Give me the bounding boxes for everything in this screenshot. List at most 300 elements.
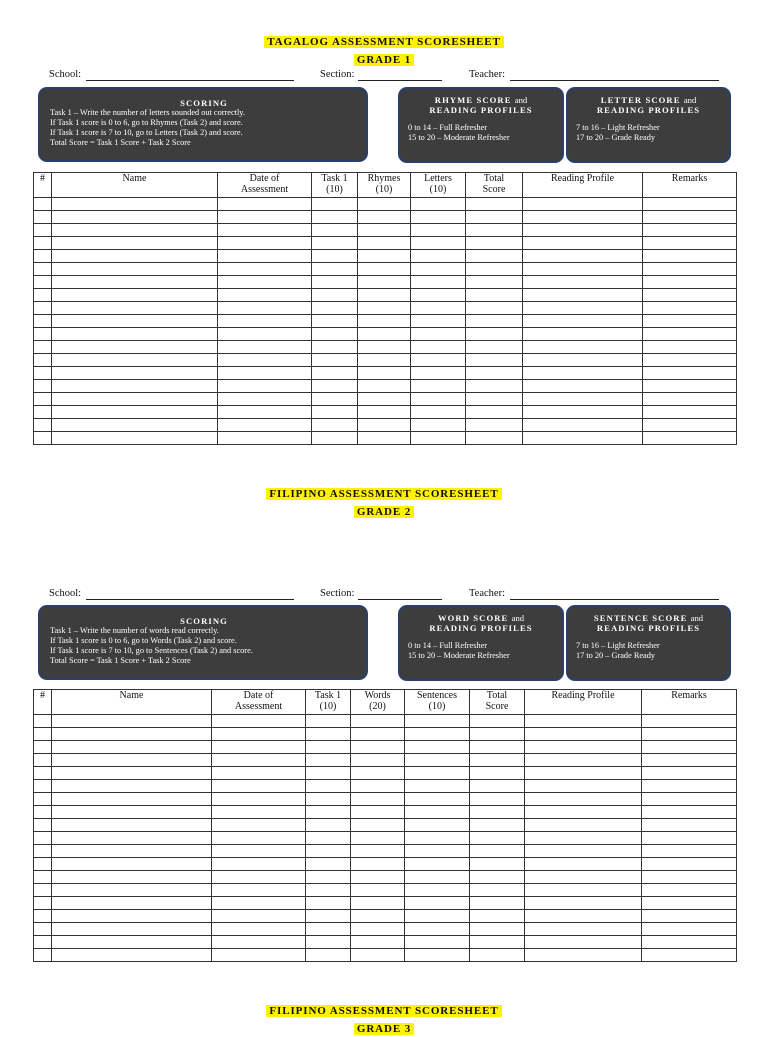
table-cell[interactable] bbox=[212, 858, 306, 871]
table-cell[interactable] bbox=[34, 767, 52, 780]
table-cell[interactable] bbox=[34, 393, 52, 406]
table-cell[interactable] bbox=[212, 819, 306, 832]
table-cell[interactable] bbox=[523, 419, 643, 432]
table-cell[interactable] bbox=[358, 276, 411, 289]
table-cell[interactable] bbox=[34, 367, 52, 380]
table-cell[interactable] bbox=[411, 276, 466, 289]
table-cell[interactable] bbox=[306, 858, 351, 871]
table-cell[interactable] bbox=[52, 715, 212, 728]
table-cell[interactable] bbox=[52, 380, 218, 393]
table-cell[interactable] bbox=[34, 315, 52, 328]
table-cell[interactable] bbox=[466, 224, 523, 237]
table-cell[interactable] bbox=[52, 754, 212, 767]
table-cell[interactable] bbox=[405, 793, 470, 806]
table-cell[interactable] bbox=[411, 237, 466, 250]
table-cell[interactable] bbox=[358, 250, 411, 263]
table-cell[interactable] bbox=[466, 198, 523, 211]
table-cell[interactable] bbox=[525, 741, 642, 754]
table-cell[interactable] bbox=[52, 432, 218, 445]
table-cell[interactable] bbox=[405, 897, 470, 910]
table-cell[interactable] bbox=[523, 315, 643, 328]
table-cell[interactable] bbox=[312, 198, 358, 211]
table-cell[interactable] bbox=[34, 858, 52, 871]
table-cell[interactable] bbox=[212, 832, 306, 845]
table-cell[interactable] bbox=[525, 754, 642, 767]
table-cell[interactable] bbox=[34, 884, 52, 897]
table-cell[interactable] bbox=[523, 367, 643, 380]
table-cell[interactable] bbox=[34, 923, 52, 936]
table-cell[interactable] bbox=[405, 845, 470, 858]
table-cell[interactable] bbox=[218, 276, 312, 289]
table-cell[interactable] bbox=[466, 393, 523, 406]
table-cell[interactable] bbox=[52, 302, 218, 315]
table-cell[interactable] bbox=[466, 250, 523, 263]
table-cell[interactable] bbox=[642, 832, 737, 845]
table-cell[interactable] bbox=[466, 302, 523, 315]
table-cell[interactable] bbox=[523, 250, 643, 263]
table-cell[interactable] bbox=[643, 250, 737, 263]
table-cell[interactable] bbox=[411, 263, 466, 276]
table-cell[interactable] bbox=[312, 250, 358, 263]
table-cell[interactable] bbox=[34, 754, 52, 767]
table-cell[interactable] bbox=[643, 289, 737, 302]
table-cell[interactable] bbox=[405, 832, 470, 845]
table-cell[interactable] bbox=[523, 406, 643, 419]
table-cell[interactable] bbox=[358, 211, 411, 224]
table-cell[interactable] bbox=[525, 858, 642, 871]
table-cell[interactable] bbox=[358, 263, 411, 276]
table-cell[interactable] bbox=[351, 767, 405, 780]
table-cell[interactable] bbox=[525, 832, 642, 845]
table-cell[interactable] bbox=[643, 419, 737, 432]
table-cell[interactable] bbox=[523, 276, 643, 289]
table-cell[interactable] bbox=[218, 289, 312, 302]
table-cell[interactable] bbox=[34, 910, 52, 923]
table-cell[interactable] bbox=[312, 289, 358, 302]
table-cell[interactable] bbox=[525, 728, 642, 741]
table-cell[interactable] bbox=[358, 432, 411, 445]
table-cell[interactable] bbox=[306, 910, 351, 923]
table-cell[interactable] bbox=[643, 263, 737, 276]
table-cell[interactable] bbox=[34, 806, 52, 819]
table-cell[interactable] bbox=[312, 380, 358, 393]
table-cell[interactable] bbox=[34, 341, 52, 354]
table-cell[interactable] bbox=[34, 354, 52, 367]
table-cell[interactable] bbox=[212, 936, 306, 949]
table-cell[interactable] bbox=[523, 341, 643, 354]
table-cell[interactable] bbox=[405, 936, 470, 949]
section-field[interactable] bbox=[358, 80, 442, 81]
table-cell[interactable] bbox=[52, 806, 212, 819]
table-cell[interactable] bbox=[642, 923, 737, 936]
table-cell[interactable] bbox=[642, 780, 737, 793]
table-cell[interactable] bbox=[34, 715, 52, 728]
table-cell[interactable] bbox=[218, 328, 312, 341]
table-cell[interactable] bbox=[34, 936, 52, 949]
table-cell[interactable] bbox=[643, 276, 737, 289]
table-cell[interactable] bbox=[306, 793, 351, 806]
table-cell[interactable] bbox=[642, 910, 737, 923]
table-cell[interactable] bbox=[218, 302, 312, 315]
table-cell[interactable] bbox=[306, 741, 351, 754]
table-cell[interactable] bbox=[52, 237, 218, 250]
table-cell[interactable] bbox=[643, 367, 737, 380]
table-cell[interactable] bbox=[34, 949, 52, 962]
table-cell[interactable] bbox=[525, 923, 642, 936]
table-cell[interactable] bbox=[52, 897, 212, 910]
table-cell[interactable] bbox=[358, 354, 411, 367]
table-cell[interactable] bbox=[523, 211, 643, 224]
table-cell[interactable] bbox=[643, 198, 737, 211]
table-cell[interactable] bbox=[405, 767, 470, 780]
table-cell[interactable] bbox=[523, 380, 643, 393]
table-cell[interactable] bbox=[212, 845, 306, 858]
table-cell[interactable] bbox=[405, 884, 470, 897]
table-cell[interactable] bbox=[312, 224, 358, 237]
table-cell[interactable] bbox=[212, 871, 306, 884]
table-cell[interactable] bbox=[642, 767, 737, 780]
table-cell[interactable] bbox=[34, 819, 52, 832]
table-cell[interactable] bbox=[523, 198, 643, 211]
table-cell[interactable] bbox=[34, 832, 52, 845]
table-cell[interactable] bbox=[466, 419, 523, 432]
table-cell[interactable] bbox=[405, 780, 470, 793]
table-cell[interactable] bbox=[358, 419, 411, 432]
table-cell[interactable] bbox=[643, 328, 737, 341]
table-cell[interactable] bbox=[34, 845, 52, 858]
table-cell[interactable] bbox=[218, 432, 312, 445]
table-cell[interactable] bbox=[312, 393, 358, 406]
table-cell[interactable] bbox=[52, 328, 218, 341]
table-cell[interactable] bbox=[466, 341, 523, 354]
table-cell[interactable] bbox=[306, 936, 351, 949]
table-cell[interactable] bbox=[466, 289, 523, 302]
table-cell[interactable] bbox=[466, 380, 523, 393]
table-cell[interactable] bbox=[52, 211, 218, 224]
table-cell[interactable] bbox=[212, 754, 306, 767]
table-cell[interactable] bbox=[34, 380, 52, 393]
table-cell[interactable] bbox=[306, 884, 351, 897]
table-cell[interactable] bbox=[312, 328, 358, 341]
table-cell[interactable] bbox=[525, 845, 642, 858]
table-cell[interactable] bbox=[306, 871, 351, 884]
table-cell[interactable] bbox=[52, 767, 212, 780]
table-cell[interactable] bbox=[470, 884, 525, 897]
table-cell[interactable] bbox=[306, 780, 351, 793]
table-cell[interactable] bbox=[34, 198, 52, 211]
table-cell[interactable] bbox=[470, 754, 525, 767]
table-cell[interactable] bbox=[642, 845, 737, 858]
table-cell[interactable] bbox=[466, 315, 523, 328]
table-cell[interactable] bbox=[52, 367, 218, 380]
section-field[interactable] bbox=[358, 599, 442, 600]
table-cell[interactable] bbox=[358, 380, 411, 393]
table-cell[interactable] bbox=[351, 819, 405, 832]
table-cell[interactable] bbox=[642, 936, 737, 949]
table-cell[interactable] bbox=[212, 715, 306, 728]
table-cell[interactable] bbox=[358, 328, 411, 341]
table-cell[interactable] bbox=[405, 715, 470, 728]
table-cell[interactable] bbox=[411, 224, 466, 237]
table-cell[interactable] bbox=[212, 806, 306, 819]
table-cell[interactable] bbox=[411, 315, 466, 328]
table-cell[interactable] bbox=[470, 728, 525, 741]
table-cell[interactable] bbox=[358, 302, 411, 315]
table-cell[interactable] bbox=[218, 367, 312, 380]
table-cell[interactable] bbox=[34, 263, 52, 276]
table-cell[interactable] bbox=[34, 793, 52, 806]
table-cell[interactable] bbox=[212, 910, 306, 923]
table-cell[interactable] bbox=[358, 224, 411, 237]
table-cell[interactable] bbox=[52, 949, 212, 962]
table-cell[interactable] bbox=[405, 923, 470, 936]
table-cell[interactable] bbox=[212, 780, 306, 793]
table-cell[interactable] bbox=[643, 315, 737, 328]
table-cell[interactable] bbox=[525, 871, 642, 884]
table-cell[interactable] bbox=[52, 780, 212, 793]
table-cell[interactable] bbox=[34, 237, 52, 250]
table-cell[interactable] bbox=[470, 910, 525, 923]
table-cell[interactable] bbox=[643, 393, 737, 406]
table-cell[interactable] bbox=[34, 728, 52, 741]
table-cell[interactable] bbox=[312, 419, 358, 432]
table-cell[interactable] bbox=[411, 211, 466, 224]
table-cell[interactable] bbox=[523, 432, 643, 445]
table-cell[interactable] bbox=[52, 871, 212, 884]
table-cell[interactable] bbox=[351, 832, 405, 845]
table-cell[interactable] bbox=[34, 302, 52, 315]
table-cell[interactable] bbox=[523, 393, 643, 406]
table-cell[interactable] bbox=[351, 728, 405, 741]
table-cell[interactable] bbox=[218, 341, 312, 354]
table-cell[interactable] bbox=[312, 211, 358, 224]
table-cell[interactable] bbox=[358, 406, 411, 419]
table-cell[interactable] bbox=[52, 315, 218, 328]
table-cell[interactable] bbox=[306, 728, 351, 741]
table-cell[interactable] bbox=[312, 263, 358, 276]
table-cell[interactable] bbox=[405, 858, 470, 871]
table-cell[interactable] bbox=[470, 871, 525, 884]
table-cell[interactable] bbox=[405, 806, 470, 819]
table-cell[interactable] bbox=[312, 302, 358, 315]
table-cell[interactable] bbox=[218, 237, 312, 250]
table-cell[interactable] bbox=[351, 897, 405, 910]
table-cell[interactable] bbox=[306, 923, 351, 936]
table-cell[interactable] bbox=[306, 806, 351, 819]
table-cell[interactable] bbox=[405, 754, 470, 767]
table-cell[interactable] bbox=[218, 406, 312, 419]
table-cell[interactable] bbox=[358, 315, 411, 328]
table-cell[interactable] bbox=[470, 897, 525, 910]
table-cell[interactable] bbox=[218, 393, 312, 406]
table-cell[interactable] bbox=[470, 923, 525, 936]
table-cell[interactable] bbox=[358, 367, 411, 380]
table-cell[interactable] bbox=[306, 767, 351, 780]
table-cell[interactable] bbox=[466, 328, 523, 341]
table-cell[interactable] bbox=[525, 949, 642, 962]
table-cell[interactable] bbox=[52, 741, 212, 754]
table-cell[interactable] bbox=[411, 354, 466, 367]
table-cell[interactable] bbox=[218, 198, 312, 211]
table-cell[interactable] bbox=[52, 910, 212, 923]
table-cell[interactable] bbox=[306, 754, 351, 767]
table-cell[interactable] bbox=[212, 884, 306, 897]
table-cell[interactable] bbox=[642, 728, 737, 741]
table-cell[interactable] bbox=[52, 406, 218, 419]
table-cell[interactable] bbox=[470, 936, 525, 949]
table-cell[interactable] bbox=[525, 910, 642, 923]
table-cell[interactable] bbox=[52, 354, 218, 367]
table-cell[interactable] bbox=[525, 936, 642, 949]
table-cell[interactable] bbox=[405, 728, 470, 741]
table-cell[interactable] bbox=[34, 406, 52, 419]
table-cell[interactable] bbox=[525, 819, 642, 832]
table-cell[interactable] bbox=[212, 741, 306, 754]
table-cell[interactable] bbox=[312, 354, 358, 367]
table-cell[interactable] bbox=[358, 341, 411, 354]
table-cell[interactable] bbox=[351, 741, 405, 754]
table-cell[interactable] bbox=[52, 832, 212, 845]
table-cell[interactable] bbox=[312, 341, 358, 354]
table-cell[interactable] bbox=[34, 224, 52, 237]
table-cell[interactable] bbox=[52, 276, 218, 289]
table-cell[interactable] bbox=[52, 884, 212, 897]
table-cell[interactable] bbox=[34, 250, 52, 263]
table-cell[interactable] bbox=[52, 198, 218, 211]
table-cell[interactable] bbox=[52, 224, 218, 237]
table-cell[interactable] bbox=[34, 741, 52, 754]
table-cell[interactable] bbox=[411, 419, 466, 432]
table-cell[interactable] bbox=[218, 354, 312, 367]
table-cell[interactable] bbox=[52, 263, 218, 276]
table-cell[interactable] bbox=[52, 419, 218, 432]
table-cell[interactable] bbox=[358, 289, 411, 302]
table-cell[interactable] bbox=[212, 793, 306, 806]
table-cell[interactable] bbox=[470, 715, 525, 728]
table-cell[interactable] bbox=[52, 341, 218, 354]
table-cell[interactable] bbox=[411, 250, 466, 263]
table-cell[interactable] bbox=[34, 289, 52, 302]
table-cell[interactable] bbox=[306, 832, 351, 845]
table-cell[interactable] bbox=[52, 393, 218, 406]
school-field[interactable] bbox=[86, 599, 294, 600]
table-cell[interactable] bbox=[643, 302, 737, 315]
table-cell[interactable] bbox=[525, 780, 642, 793]
table-cell[interactable] bbox=[218, 211, 312, 224]
table-cell[interactable] bbox=[466, 367, 523, 380]
table-cell[interactable] bbox=[351, 793, 405, 806]
table-cell[interactable] bbox=[470, 949, 525, 962]
table-cell[interactable] bbox=[52, 819, 212, 832]
table-cell[interactable] bbox=[351, 754, 405, 767]
table-cell[interactable] bbox=[642, 819, 737, 832]
table-cell[interactable] bbox=[470, 793, 525, 806]
table-cell[interactable] bbox=[643, 341, 737, 354]
table-cell[interactable] bbox=[52, 728, 212, 741]
table-cell[interactable] bbox=[466, 263, 523, 276]
table-cell[interactable] bbox=[643, 211, 737, 224]
table-cell[interactable] bbox=[34, 276, 52, 289]
table-cell[interactable] bbox=[312, 276, 358, 289]
table-cell[interactable] bbox=[358, 198, 411, 211]
table-cell[interactable] bbox=[218, 263, 312, 276]
table-cell[interactable] bbox=[466, 276, 523, 289]
table-cell[interactable] bbox=[358, 393, 411, 406]
table-cell[interactable] bbox=[642, 741, 737, 754]
table-cell[interactable] bbox=[405, 871, 470, 884]
table-cell[interactable] bbox=[52, 250, 218, 263]
table-cell[interactable] bbox=[312, 406, 358, 419]
table-cell[interactable] bbox=[52, 289, 218, 302]
table-cell[interactable] bbox=[405, 949, 470, 962]
table-cell[interactable] bbox=[523, 289, 643, 302]
table-cell[interactable] bbox=[643, 380, 737, 393]
table-cell[interactable] bbox=[411, 393, 466, 406]
table-cell[interactable] bbox=[306, 845, 351, 858]
table-cell[interactable] bbox=[34, 780, 52, 793]
table-cell[interactable] bbox=[405, 741, 470, 754]
table-cell[interactable] bbox=[312, 367, 358, 380]
table-cell[interactable] bbox=[643, 354, 737, 367]
table-cell[interactable] bbox=[411, 367, 466, 380]
table-cell[interactable] bbox=[523, 302, 643, 315]
table-cell[interactable] bbox=[52, 923, 212, 936]
table-cell[interactable] bbox=[212, 897, 306, 910]
table-cell[interactable] bbox=[351, 884, 405, 897]
table-cell[interactable] bbox=[466, 432, 523, 445]
table-cell[interactable] bbox=[52, 845, 212, 858]
table-cell[interactable] bbox=[306, 819, 351, 832]
table-cell[interactable] bbox=[643, 224, 737, 237]
table-cell[interactable] bbox=[470, 806, 525, 819]
table-cell[interactable] bbox=[306, 949, 351, 962]
table-cell[interactable] bbox=[34, 419, 52, 432]
table-cell[interactable] bbox=[312, 432, 358, 445]
table-cell[interactable] bbox=[312, 237, 358, 250]
table-cell[interactable] bbox=[52, 793, 212, 806]
table-cell[interactable] bbox=[34, 897, 52, 910]
table-cell[interactable] bbox=[470, 741, 525, 754]
table-cell[interactable] bbox=[525, 897, 642, 910]
table-cell[interactable] bbox=[212, 949, 306, 962]
table-cell[interactable] bbox=[218, 380, 312, 393]
table-cell[interactable] bbox=[523, 354, 643, 367]
table-cell[interactable] bbox=[351, 910, 405, 923]
school-field[interactable] bbox=[86, 80, 294, 81]
table-cell[interactable] bbox=[52, 858, 212, 871]
table-cell[interactable] bbox=[34, 871, 52, 884]
table-cell[interactable] bbox=[525, 806, 642, 819]
table-cell[interactable] bbox=[351, 806, 405, 819]
table-cell[interactable] bbox=[351, 923, 405, 936]
table-cell[interactable] bbox=[642, 884, 737, 897]
table-cell[interactable] bbox=[642, 949, 737, 962]
table-cell[interactable] bbox=[212, 728, 306, 741]
table-cell[interactable] bbox=[411, 302, 466, 315]
table-cell[interactable] bbox=[34, 432, 52, 445]
table-cell[interactable] bbox=[405, 819, 470, 832]
table-cell[interactable] bbox=[312, 315, 358, 328]
table-cell[interactable] bbox=[218, 315, 312, 328]
table-cell[interactable] bbox=[643, 237, 737, 250]
table-cell[interactable] bbox=[466, 406, 523, 419]
table-cell[interactable] bbox=[411, 341, 466, 354]
table-cell[interactable] bbox=[470, 819, 525, 832]
table-cell[interactable] bbox=[466, 211, 523, 224]
teacher-field[interactable] bbox=[510, 80, 719, 81]
table-cell[interactable] bbox=[643, 432, 737, 445]
table-cell[interactable] bbox=[411, 380, 466, 393]
